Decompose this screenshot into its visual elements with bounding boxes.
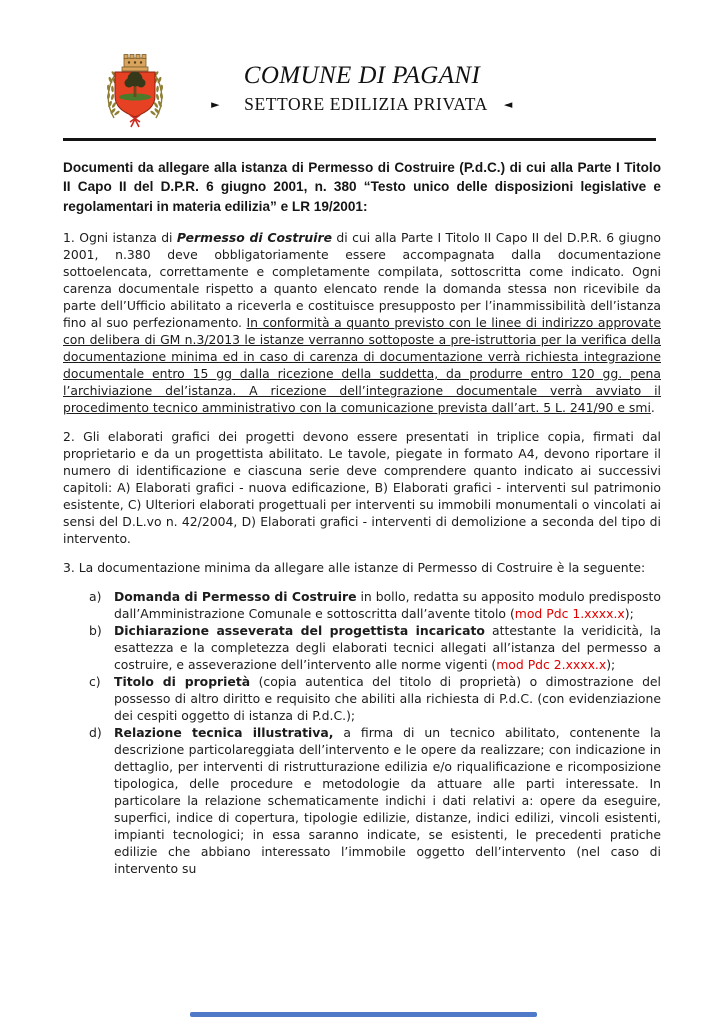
- list-marker: a): [89, 588, 102, 604]
- paragraph-2: 2. Gli elaborati grafici dei progetti devono essere presentati in triplice copia, firmati dal proprietario e da un progettista abilitato. Le tavole, piegate in formato A4, devono riportare il numero di identificazione e ciascuna serie deve comprendere quanto indicato ai successivi capitoli: A) Elaborati grafici - nuova edificazione, B) Elaborati grafici - interventi sul patrimonio esistente, C) Ulteriori elaborati progettuali per interventi su immobili monumentali o vincolati ai sensi del D.L.vo n. 42/2004, D) Elaborati grafici - interventi di demolizione a seconda del tipo di intervento.: [63, 428, 661, 546]
- text-segment-bold: Domanda di Permesso di Costruire: [114, 588, 357, 604]
- list-item-a: [63, 588, 661, 622]
- text-segment: );: [606, 656, 616, 672]
- list-marker: b): [89, 622, 102, 638]
- text-segment: .: [650, 399, 655, 415]
- list-item-text: [114, 588, 661, 622]
- left-pointer-icon: ◄: [503, 98, 513, 111]
- attachments-list: [63, 588, 661, 877]
- text-segment: (copia autentica del titolo di proprietà) o dimostrazione del possesso di altro diritto e requisito che abiliti alla richiesta di P.d.C. (con evidenziazione dei cespiti oggetto di istanza di P.d.C.);: [114, 673, 661, 723]
- list-item-b: [63, 622, 661, 673]
- department-name: SETTORE EDILIZIA PRIVATA: [244, 94, 488, 114]
- header-divider: [63, 138, 656, 141]
- list-item-text: [114, 724, 661, 877]
- list-marker: c): [89, 673, 101, 689]
- paragraph-1: [63, 229, 661, 416]
- text-segment: attestante la veridicità, la esattezza e la completezza degli elaborati tecnici allegati all’istanza del permesso a costruire, e asseverazione dell’intervento alle norme vigenti (: [114, 622, 661, 672]
- text-segment-bold-italic: Permesso di Costruire: [176, 229, 332, 245]
- form-code-red: mod Pdc 2.xxxx.x: [496, 656, 607, 672]
- list-item-text: [114, 622, 661, 673]
- intro-paragraph: Documenti da allegare alla istanza di Permesso di Costruire (P.d.C.) di cui alla Parte I Titolo II Capo II del D.P.R. 6 giugno 2001, n. 380 “Testo unico delle disposizioni legislative e regolamentari in materia edilizia” e LR 19/2001:: [63, 160, 661, 214]
- list-marker: d): [89, 724, 102, 740]
- document-header: [63, 48, 661, 132]
- list-item-d: [63, 724, 661, 877]
- document-body: [63, 158, 661, 877]
- list-item-text: [114, 673, 661, 724]
- text-segment: a firma di un tecnico abilitato, contenente la descrizione particolareggiata dell’intervento e le opere da realizzare; con indicazione in dettaglio, per interventi di ristrutturazione edilizia e/o riqualificazione e ricomposizione tipologica, delle procedure e metodologie da attuare alle parti interessate. In particolare la relazione schematicamente indichi i dati relativi a: opere da eseguire, superfici, indice di copertura, tipologie edilizie, distanze, indici edilizi, vincoli esistenti, impianti tecnologici; in essa saranno indicate, se esistenti, le precedenti pratiche edilizie che abbiano interessato l’immobile oggetto dell’intervento (nel caso di intervento su: [114, 724, 661, 876]
- text-segment: 1. Ogni istanza di: [63, 229, 177, 245]
- text-segment-bold: Titolo di proprietà: [114, 673, 251, 689]
- form-code-red: mod Pdc 1.xxxx.x: [514, 605, 625, 621]
- paragraph-3: 3. La documentazione minima da allegare alle istanze di Permesso di Costruire è la seguente:: [63, 559, 646, 575]
- department-subtitle: [63, 94, 661, 115]
- progress-bar: [190, 1012, 537, 1017]
- page-title: COMUNE DI PAGANI: [243, 62, 481, 89]
- text-segment: di cui alla Parte I Titolo II Capo II del D.P.R. 6 giugno 2001, n.380 deve obbligatoriamente essere accompagnata dalla documentazione sottoelencata, correttamente e completamente compilata, sottoscritta come indicato. Ogni carenza documentale rispetto a quanto elencato rende la domanda stessa non ricevibile da parte dell’Ufficio abilitato a riceverla e costituisce presupposto per l’inammissibilità dell’istanza fino al suo perfezionamento.: [63, 229, 662, 330]
- text-segment: in bollo, redatta su apposito modulo predisposto dall’Amministrazione Comunale e sottoscritta dall’avente titolo (: [114, 588, 661, 621]
- text-segment-bold: Dichiarazione asseverata del progettista incaricato: [114, 622, 485, 638]
- text-segment-underlined: In conformità a quanto previsto con le linee di indirizzo approvate con delibera di GM n.3/2013 le istanze verranno sottoposte a pre-istruttoria per la verifica della documentazione minima ed in caso di carenza di documentazione verrà richiesta integrazione documentale entro 15 gg dalla ricezione della suddetta, da produrre entro 120 gg. pena l’archiviazione del’istanza. A ricezione dell’integrazione documentale verrà avviato il procedimento tecnico amministrativo con la comunicazione prevista dall’art. 5 L. 241/90 e smi: [63, 314, 661, 415]
- text-segment: );: [624, 605, 634, 621]
- text-segment-bold: Relazione tecnica illustrativa,: [114, 724, 334, 740]
- right-pointer-icon: ►: [211, 98, 221, 111]
- list-item-c: [63, 673, 661, 724]
